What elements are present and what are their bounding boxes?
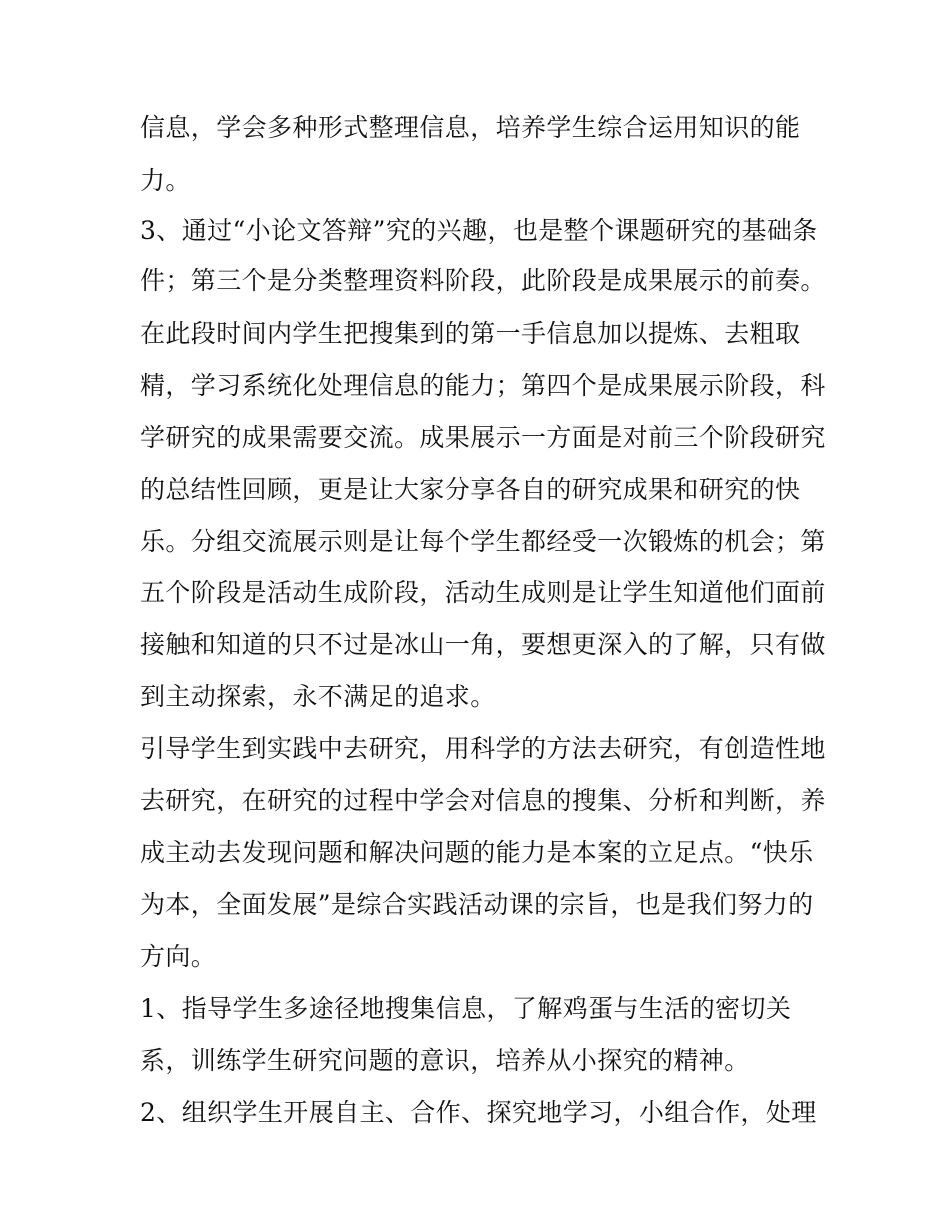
text-line: 接触和知道的只不过是冰山一角，要想更深入的了解，只有做 (140, 630, 826, 659)
text-line: 乐。分组交流展示则是让每个学生都经受一次锻炼的机会；第 (140, 527, 826, 556)
text-line: 3、通过“小论文答辩”究的兴趣，也是整个课题研究的基础条 (140, 216, 818, 245)
text-line: 方向。 (140, 942, 217, 971)
text-line: 去研究，在研究的过程中学会对信息的搜集、分析和判断，养 (140, 786, 826, 815)
text-line: 信息，学会多种形式整理信息，培养学生综合运用知识的能 (140, 113, 801, 142)
text-line: 到主动探索，永不满足的追求。 (140, 682, 496, 711)
text-line: 2、组织学生开展自主、合作、探究地学习，小组合作，处理 (140, 1098, 817, 1127)
text-line: 学研究的成果需要交流。成果展示一方面是对前三个阶段研究 (140, 423, 826, 452)
text-line: 力。 (140, 166, 191, 195)
text-line: 引导学生到实践中去研究，用科学的方法去研究，有创造性地 (140, 734, 826, 763)
text-line: 成主动去发现问题和解决问题的能力是本案的立足点。“快乐 (140, 838, 814, 867)
text-line: 的总结性回顾，更是让大家分享各自的研究成果和研究的快 (140, 475, 801, 504)
text-line: 1、指导学生多途径地搜集信息，了解鸡蛋与生活的密切关 (140, 994, 792, 1023)
text-line: 为本，全面发展”是综合实践活动课的宗旨，也是我们努力的 (140, 890, 814, 919)
text-line: 五个阶段是活动生成阶段，活动生成则是让学生知道他们面前 (140, 578, 826, 607)
text-line: 在此段时间内学生把搜集到的第一手信息加以提炼、去粗取 (140, 319, 801, 348)
text-line: 系，训练学生研究问题的意识，培养从小探究的精神。 (140, 1046, 750, 1075)
text-line: 精，学习系统化处理信息的能力；第四个是成果展示阶段，科 (140, 371, 826, 400)
text-line: 件；第三个是分类整理资料阶段，此阶段是成果展示的前奏。 (140, 266, 826, 295)
